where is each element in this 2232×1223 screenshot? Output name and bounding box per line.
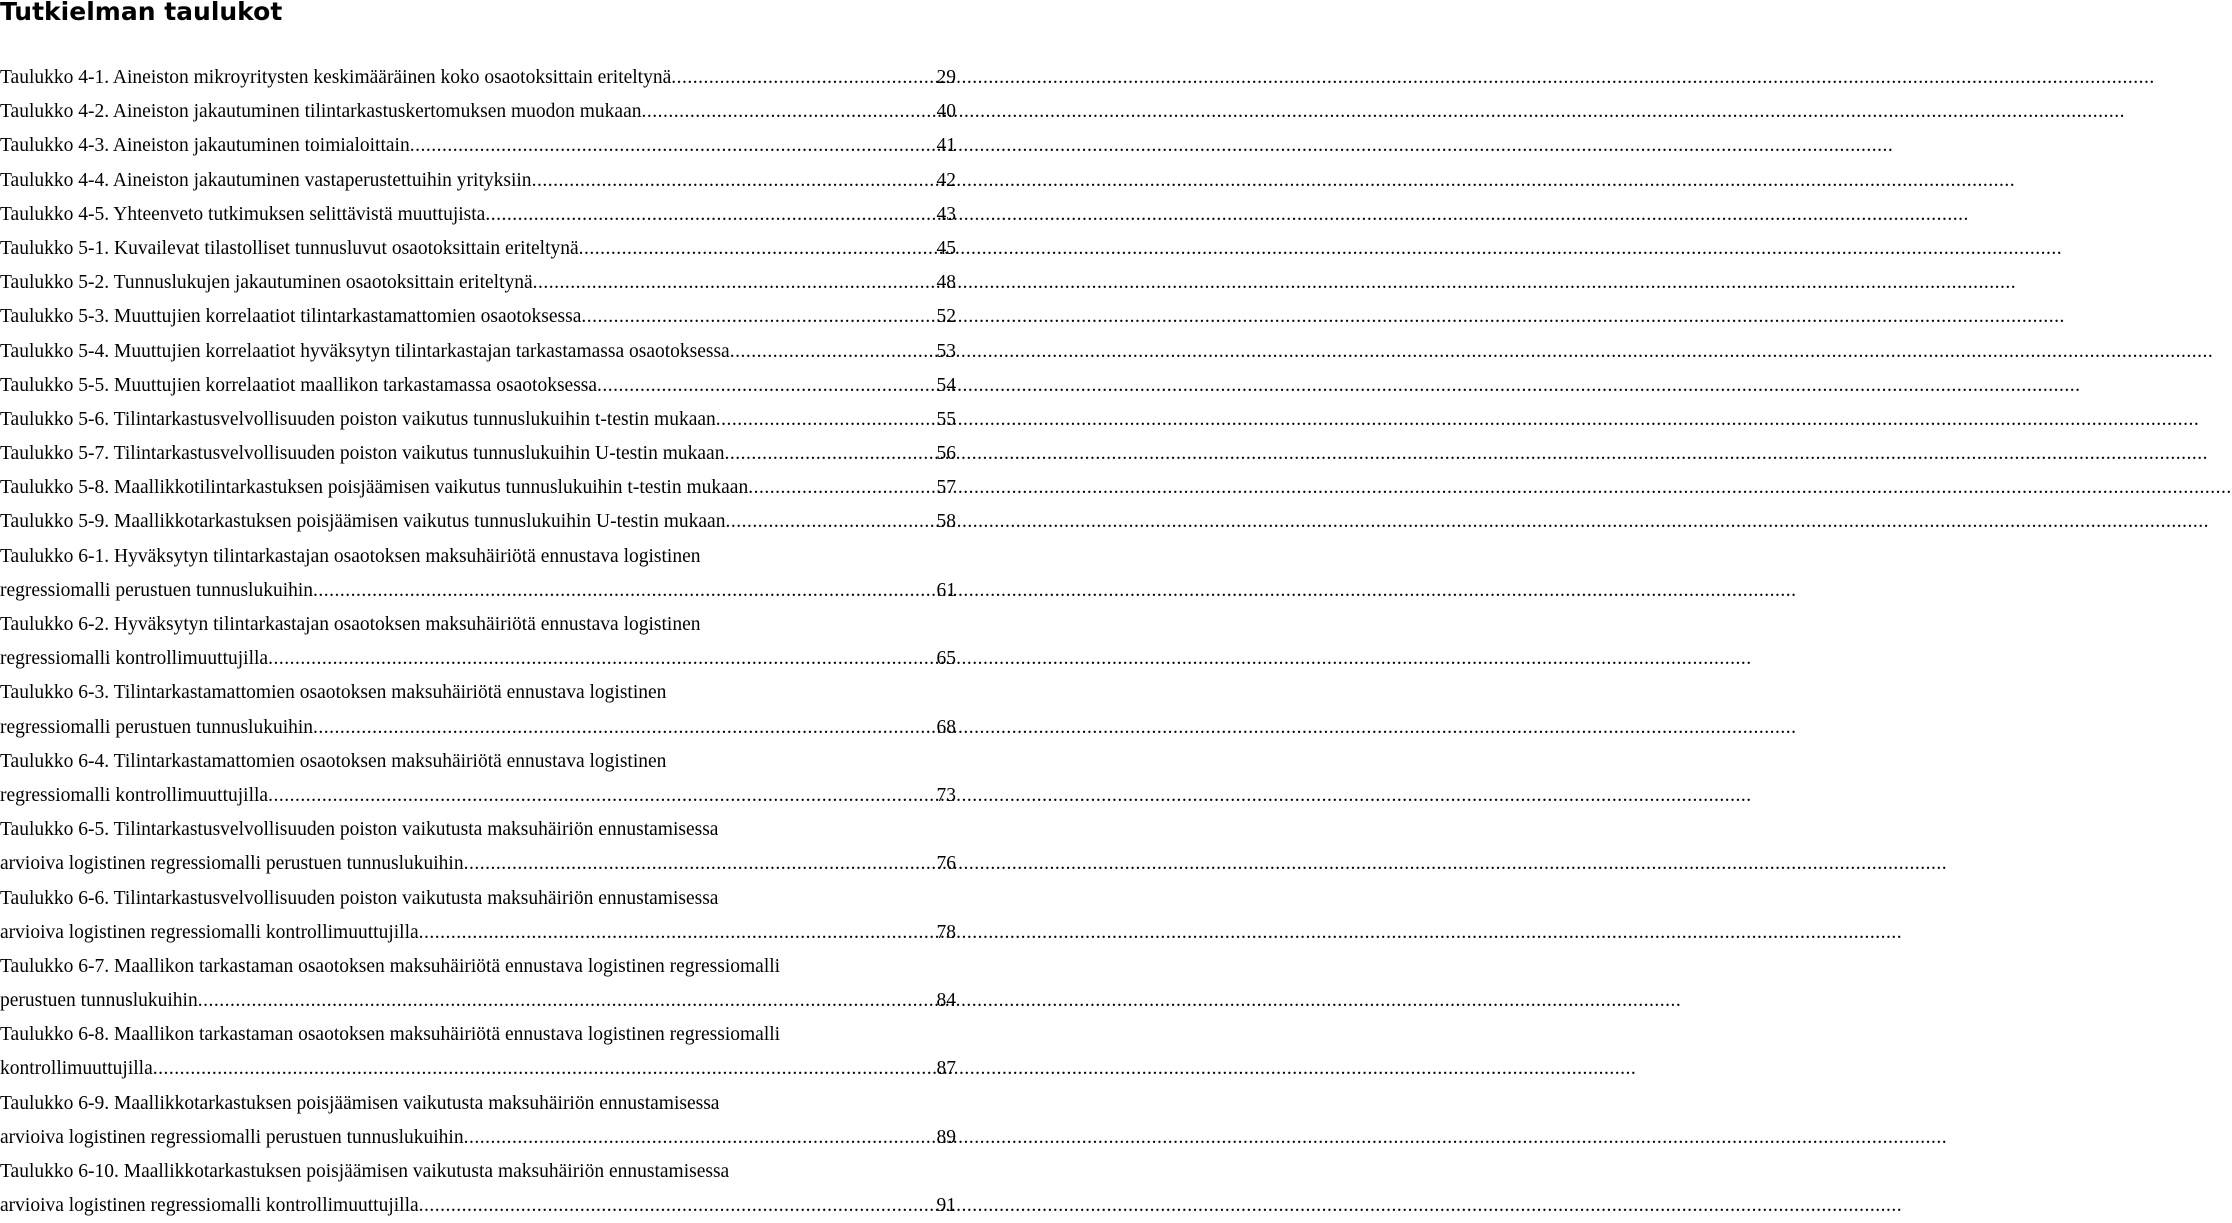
dot-leader (153, 1052, 935, 1086)
toc-entry-line-2 (0, 1052, 956, 1086)
toc-entry[interactable] (0, 164, 956, 198)
toc-entry-line (0, 403, 956, 437)
toc-entry-title: Taulukko 4-5. Yhteenveto tutkimuksen selittävistä muuttujista (0, 203, 486, 225)
table-of-tables (0, 61, 956, 1223)
toc-entry-title: Taulukko 5-6. Tilintarkastusvelvollisuuden poiston vaikutus tunnuslukuihin t-testin mukaan (0, 408, 716, 430)
toc-entry[interactable] (0, 505, 956, 539)
dot-leader (464, 847, 935, 881)
page-number: 56 (936, 443, 956, 465)
page-title: Tutkielman taulukot (0, 0, 283, 26)
toc-entry[interactable] (0, 1155, 956, 1223)
toc-entry-title-continuation: perustuen tunnuslukuihin (0, 990, 198, 1012)
page-number: 29 (936, 67, 956, 88)
dot-leader (268, 642, 934, 676)
toc-entry-line (0, 471, 956, 505)
toc-entry-title: Taulukko 5-8. Maallikkotilintarkastuksen poisjäämisen vaikutus tunnuslukuihin t-testin mukaan (0, 477, 749, 499)
toc-entry-line-1 (0, 540, 956, 574)
toc-entry-line (0, 164, 956, 198)
toc-entry[interactable] (0, 813, 956, 881)
toc-entry-title-continuation: arvioiva logistinen regressiomalli kontrollimuuttujilla (0, 1195, 419, 1217)
toc-entry-title: Taulukko 6-9. Maallikkotarkastuksen poisjäämisen vaikutusta maksuhäiriön ennustamisessa (0, 1092, 720, 1114)
dot-leader (581, 300, 934, 334)
dot-leader (198, 984, 935, 1018)
dot-leader (642, 95, 935, 129)
dot-leader (716, 403, 935, 437)
toc-entry[interactable] (0, 471, 956, 505)
page-number: 57 (936, 477, 956, 499)
toc-entry[interactable] (0, 232, 956, 266)
toc-entry-line (0, 437, 956, 471)
toc-entry-title: Taulukko 4-3. Aineiston jakautuminen toimialoittain (0, 135, 410, 157)
page-number: 91 (936, 1195, 956, 1217)
page-number: 42 (936, 169, 956, 191)
toc-entry-title: Taulukko 4-4. Aineiston jakautuminen vastaperustettuihin yrityksiin (0, 169, 532, 191)
toc-entry[interactable] (0, 745, 956, 813)
page-number: 52 (936, 306, 956, 328)
page-number: 89 (936, 1126, 956, 1148)
toc-entry-title: Taulukko 5-3. Muuttujien korrelaatiot tilintarkastamattomien osaotoksessa (0, 306, 582, 328)
toc-entry-line-2 (0, 847, 956, 881)
dot-leader (410, 129, 935, 163)
toc-entry[interactable] (0, 61, 956, 95)
page-number: 61 (936, 579, 956, 601)
dot-leader (485, 198, 934, 232)
toc-entry-title-continuation: arvioiva logistinen regressiomalli perustuen tunnuslukuihin (0, 853, 464, 875)
toc-entry-line-2 (0, 1121, 956, 1155)
page-number: 68 (936, 716, 956, 738)
page-number: 45 (936, 237, 956, 259)
toc-entry-title: Taulukko 4-2. Aineiston jakautuminen tilintarkastuskertomuksen muodon mukaan (0, 101, 642, 123)
toc-entry-title: Taulukko 6-1. Hyväksytyn tilintarkastajan osaotoksen maksuhäiriötä ennustava logistinen (0, 545, 701, 567)
toc-entry[interactable] (0, 950, 956, 1018)
toc-entry-line (0, 95, 956, 129)
toc-entry[interactable] (0, 129, 956, 163)
toc-entry-title: Taulukko 6-10. Maallikkotarkastuksen poisjäämisen vaikutusta maksuhäiriön ennustamisessa (0, 1161, 730, 1182)
toc-entry-title: Taulukko 5-9. Maallikkotarkastuksen poisjäämisen vaikutus tunnuslukuihin U-testin mukaan (0, 511, 726, 533)
toc-entry-title: Taulukko 6-6. Tilintarkastusvelvollisuuden poiston vaikutusta maksuhäiriön ennustamisessa (0, 887, 719, 909)
page-number: 65 (936, 648, 956, 670)
toc-entry-title-continuation: regressiomalli kontrollimuuttujilla (0, 648, 269, 670)
dot-leader (724, 437, 934, 471)
toc-entry-title: Taulukko 4-1. Aineiston mikroyritysten keskimääräinen koko osaotoksittain eriteltynä (0, 67, 672, 88)
toc-entry-line-2 (0, 779, 956, 813)
page-number: 84 (936, 990, 956, 1012)
page-number: 58 (936, 511, 956, 533)
dot-leader (725, 505, 934, 539)
dot-leader (419, 1189, 935, 1223)
toc-entry-title: Taulukko 6-2. Hyväksytyn tilintarkastajan osaotoksen maksuhäiriötä ennustava logistinen (0, 614, 701, 635)
toc-entry-line (0, 505, 956, 539)
toc-entry-line-1 (0, 1018, 956, 1052)
toc-entry[interactable] (0, 369, 956, 403)
toc-entry-line-2 (0, 574, 956, 608)
toc-entry-title: Taulukko 6-5. Tilintarkastusvelvollisuuden poiston vaikutusta maksuhäiriön ennustamisessa (0, 819, 719, 841)
page-number: 48 (936, 272, 956, 294)
page-number: 53 (936, 340, 956, 362)
dot-leader (730, 335, 935, 369)
page-number: 73 (936, 784, 956, 806)
dot-leader (597, 369, 934, 403)
toc-entry-line-1 (0, 950, 956, 984)
toc-entry-line (0, 369, 956, 403)
toc-entry[interactable] (0, 676, 956, 744)
dot-leader (419, 916, 935, 950)
page-number: 78 (936, 921, 956, 943)
toc-entry-line-1 (0, 676, 956, 710)
dot-leader (579, 232, 935, 266)
toc-entry[interactable] (0, 1087, 956, 1155)
toc-entry-title: Taulukko 5-4. Muuttujien korrelaatiot hyväksytyn tilintarkastajan tarkastamassa osaotoksessa (0, 340, 730, 362)
toc-entry-line-1 (0, 1087, 956, 1121)
toc-entry-title-continuation: regressiomalli kontrollimuuttujilla (0, 784, 269, 806)
toc-entry-title-continuation: regressiomalli perustuen tunnuslukuihin (0, 579, 314, 601)
toc-entry-line-2 (0, 984, 956, 1018)
dot-leader (532, 164, 935, 198)
toc-entry[interactable] (0, 608, 956, 676)
dot-leader (313, 711, 934, 745)
page-number: 76 (936, 853, 956, 875)
dot-leader (533, 266, 935, 300)
toc-entry-title-continuation: kontrollimuuttujilla (0, 1058, 153, 1080)
toc-entry-line-1 (0, 608, 956, 642)
toc-entry-line (0, 232, 956, 266)
dot-leader (268, 779, 934, 813)
toc-entry[interactable] (0, 335, 956, 369)
toc-entry-line (0, 300, 956, 334)
toc-entry-title: Taulukko 6-3. Tilintarkastamattomien osaotoksen maksuhäiriötä ennustava logistinen (0, 682, 667, 704)
toc-entry-line-1 (0, 813, 956, 847)
toc-entry-title: Taulukko 5-5. Muuttujien korrelaatiot maallikon tarkastamassa osaotoksessa (0, 374, 598, 396)
toc-entry[interactable] (0, 266, 956, 300)
document-page (0, 0, 960, 1217)
dot-leader (313, 574, 934, 608)
page-number: 87 (936, 1058, 956, 1080)
toc-entry-title: Taulukko 5-1. Kuvailevat tilastolliset tunnusluvut osaotoksittain eriteltynä (0, 237, 579, 259)
toc-entry-line-1 (0, 882, 956, 916)
toc-entry-line (0, 335, 956, 369)
toc-entry-title: Taulukko 5-7. Tilintarkastusvelvollisuuden poiston vaikutus tunnuslukuihin U-testin mukaan (0, 443, 725, 465)
dot-leader (671, 61, 934, 95)
page-number: 40 (936, 101, 956, 123)
toc-entry-line-2 (0, 916, 956, 950)
toc-entry-line-1 (0, 745, 956, 779)
page-number: 41 (936, 135, 956, 157)
toc-entry-line-2 (0, 1189, 956, 1223)
toc-entry-line (0, 61, 956, 95)
toc-entry-title: Taulukko 6-7. Maallikon tarkastaman osaotoksen maksuhäiriötä ennustava logistinen regressiomalli (0, 955, 781, 977)
toc-entry-title: Taulukko 6-8. Maallikon tarkastaman osaotoksen maksuhäiriötä ennustava logistinen regressiomalli (0, 1024, 781, 1046)
toc-entry[interactable] (0, 95, 956, 129)
page-number: 43 (936, 203, 956, 225)
page-number: 55 (936, 408, 956, 430)
toc-entry-line (0, 129, 956, 163)
dot-leader (464, 1121, 935, 1155)
toc-entry-title-continuation: arvioiva logistinen regressiomalli perustuen tunnuslukuihin (0, 1126, 464, 1148)
toc-entry-line-1 (0, 1155, 956, 1189)
toc-entry-title: Taulukko 6-4. Tilintarkastamattomien osaotoksen maksuhäiriötä ennustava logistinen (0, 750, 667, 772)
toc-entry[interactable] (0, 882, 956, 950)
toc-entry-line (0, 266, 956, 300)
toc-entry-line-2 (0, 711, 956, 745)
toc-entry[interactable] (0, 403, 956, 437)
toc-entry-title: Taulukko 5-2. Tunnuslukujen jakautuminen osaotoksittain eriteltynä (0, 272, 533, 294)
toc-entry[interactable] (0, 300, 956, 334)
page-number: 54 (936, 374, 956, 396)
toc-entry[interactable] (0, 1018, 956, 1086)
toc-entry-title-continuation: regressiomalli perustuen tunnuslukuihin (0, 716, 314, 738)
toc-entry[interactable] (0, 540, 956, 608)
toc-entry-title-continuation: arvioiva logistinen regressiomalli kontrollimuuttujilla (0, 921, 419, 943)
dot-leader (748, 471, 934, 505)
toc-entry[interactable] (0, 198, 956, 232)
toc-entry[interactable] (0, 437, 956, 471)
toc-entry-line-2 (0, 642, 956, 676)
toc-entry-line (0, 198, 956, 232)
